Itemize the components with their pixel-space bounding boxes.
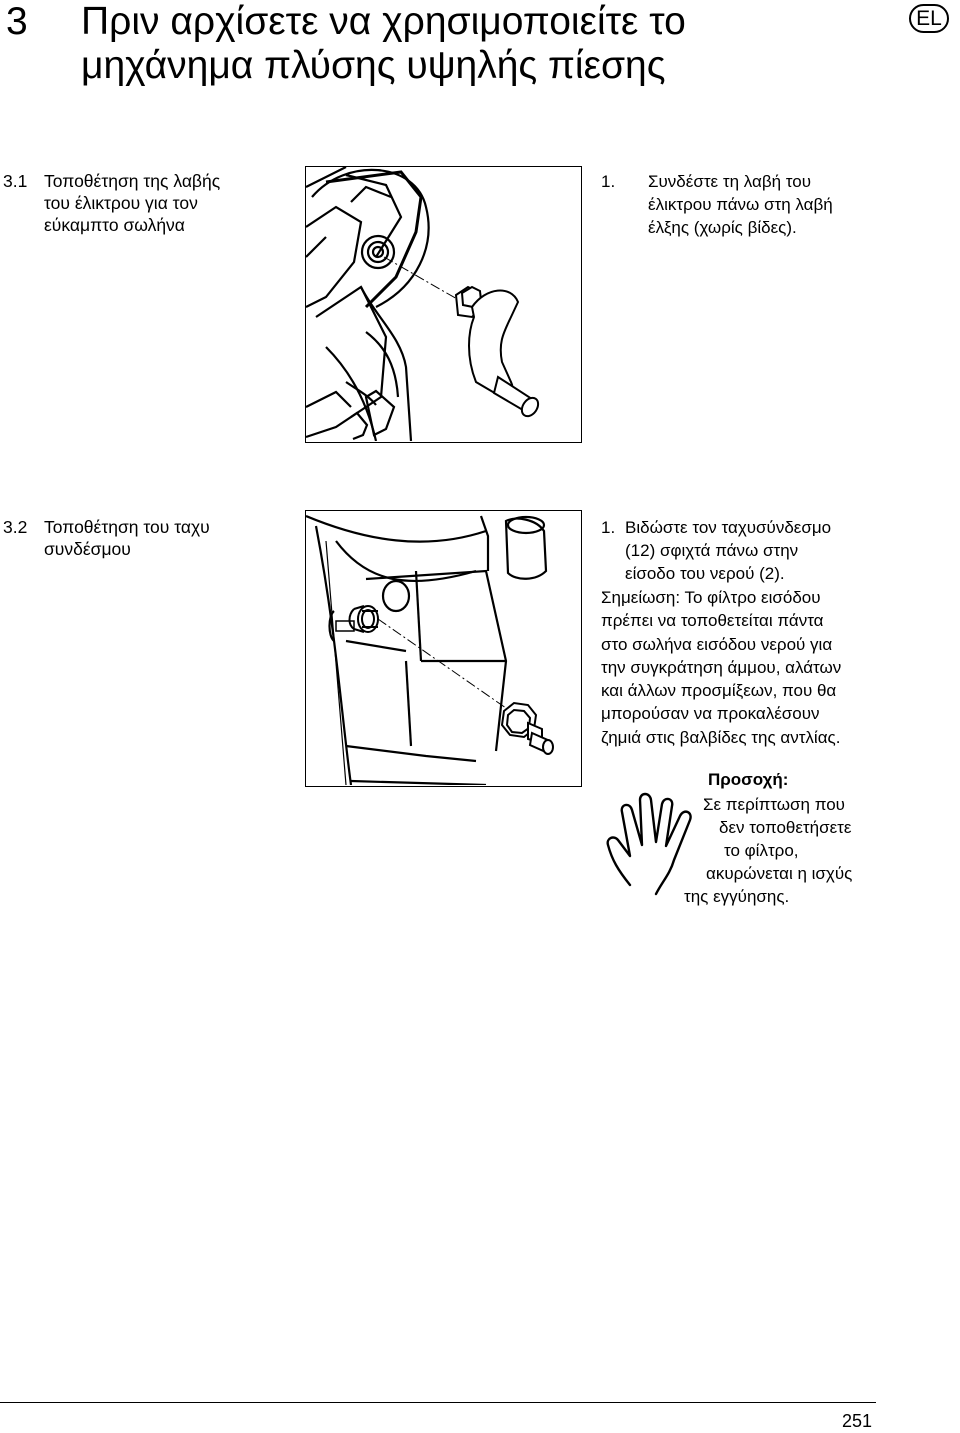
- caution-line: δεν τοποθετήσετε: [719, 818, 852, 837]
- section-number: 3.1: [3, 171, 28, 191]
- note-paragraph: [601, 586, 901, 749]
- page-number: 251: [842, 1411, 873, 1431]
- caution-line: της εγγύησης.: [684, 887, 790, 906]
- note-label: Σημείωση:: [601, 588, 681, 607]
- step-text: Συνδέστε τη λαβή του έλικτρου πάνω στη λαβή έλξης (χωρίς βίδες).: [648, 172, 833, 237]
- step-text: Βιδώστε τον ταχυσύνδεσμο (12) σφιχτά πάνω στην είσοδο του νερού (2).: [625, 518, 832, 583]
- crank-handle-illustration-icon: [306, 167, 580, 441]
- language-badge: EL: [909, 4, 949, 33]
- caution-title: Προσοχή:: [708, 770, 789, 789]
- caution-line: το φίλτρο,: [724, 841, 799, 860]
- caution-line: Σε περίπτωση που: [703, 795, 845, 814]
- quick-coupling-figure: [305, 510, 582, 787]
- section-title: Τοποθέτηση του ταχυ συνδέσμου: [44, 517, 210, 559]
- chapter-title-text: Πριν αρχίσετε να χρησιμοποιείτε το μηχάνημα πλύσης υψηλής πίεσης: [81, 0, 686, 87]
- crank-handle-figure: [305, 166, 582, 443]
- quick-coupling-illustration-icon: [306, 511, 580, 785]
- note-text: Το φίλτρο εισόδου πρέπει να τοποθετείται πάντα στο σωλήνα εισόδου νερού για την συγκράτηση άμμου, αλάτων και άλλων προσμίξεων, που θα μπορούσαν να προκαλέσουν ζημιά στις βαλβίδες της αντλίας.: [601, 588, 842, 747]
- step-number: 1.: [601, 172, 616, 191]
- section-title: Τοποθέτηση της λαβής του έλικτρου για τον εύκαμπτο σωλήνα: [44, 171, 221, 235]
- footer-divider: [0, 1402, 876, 1403]
- caution-box: [600, 770, 900, 910]
- hand-stop-icon: [600, 790, 710, 900]
- step-number: 1.: [601, 518, 616, 537]
- section-number: 3.2: [3, 517, 28, 537]
- caution-line: ακυρώνεται η ισχύς: [706, 864, 853, 883]
- chapter-number: 3: [6, 0, 28, 43]
